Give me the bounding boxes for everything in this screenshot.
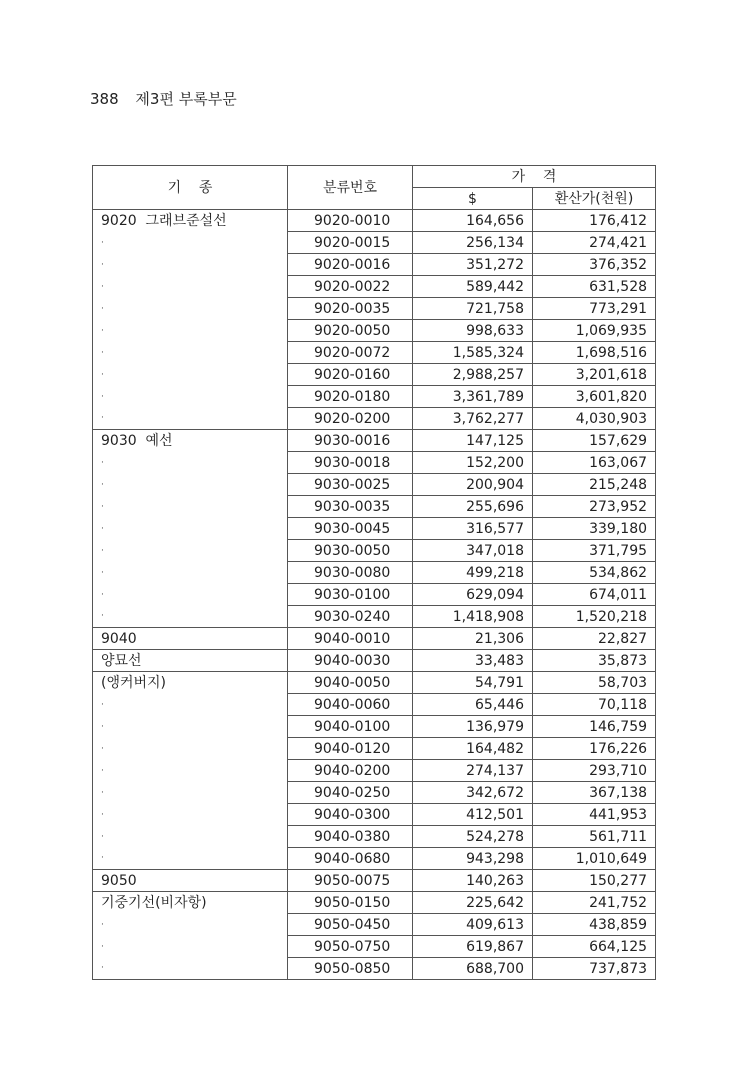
- code-cell: 9040-0120: [288, 738, 413, 760]
- usd-price-cell: 200,904: [413, 474, 533, 496]
- usd-price-cell: 54,791: [413, 672, 533, 694]
- type-cell: ·: [93, 474, 288, 496]
- krw-price-cell: 150,277: [533, 870, 656, 892]
- header-krw: 환산가(천원): [533, 188, 656, 210]
- table-row: [93, 386, 656, 408]
- code-cell: 9020-0180: [288, 386, 413, 408]
- table-row: [93, 694, 656, 716]
- code-cell: 9040-0380: [288, 826, 413, 848]
- code-cell: 9030-0080: [288, 562, 413, 584]
- code-cell: 9040-0200: [288, 760, 413, 782]
- type-cell: ·: [93, 562, 288, 584]
- code-cell: 9040-0030: [288, 650, 413, 672]
- type-cell: 기중기선(비자항): [93, 892, 288, 914]
- krw-price-cell: 4,030,903: [533, 408, 656, 430]
- table-row: [93, 540, 656, 562]
- usd-price-cell: 998,633: [413, 320, 533, 342]
- usd-price-cell: 409,613: [413, 914, 533, 936]
- krw-price-cell: 163,067: [533, 452, 656, 474]
- table-row: [93, 430, 656, 452]
- code-cell: 9050-0850: [288, 958, 413, 980]
- krw-price-cell: 1,520,218: [533, 606, 656, 628]
- krw-price-cell: 3,201,618: [533, 364, 656, 386]
- table-row: [93, 650, 656, 672]
- table-row: [93, 892, 656, 914]
- table-row: [93, 606, 656, 628]
- krw-price-cell: 1,069,935: [533, 320, 656, 342]
- type-cell: ·: [93, 848, 288, 870]
- table-body: [93, 210, 656, 980]
- krw-price-cell: 371,795: [533, 540, 656, 562]
- code-cell: 9050-0750: [288, 936, 413, 958]
- table-row: [93, 474, 656, 496]
- code-cell: 9050-0150: [288, 892, 413, 914]
- usd-price-cell: 2,988,257: [413, 364, 533, 386]
- code-cell: 9030-0025: [288, 474, 413, 496]
- type-cell: ·: [93, 342, 288, 364]
- usd-price-cell: 688,700: [413, 958, 533, 980]
- krw-price-cell: 534,862: [533, 562, 656, 584]
- usd-price-cell: 164,482: [413, 738, 533, 760]
- table-row: [93, 738, 656, 760]
- type-cell: ·: [93, 298, 288, 320]
- krw-price-cell: 773,291: [533, 298, 656, 320]
- header-usd: $: [413, 188, 533, 210]
- usd-price-cell: 274,137: [413, 760, 533, 782]
- krw-price-cell: 438,859: [533, 914, 656, 936]
- krw-price-cell: 674,011: [533, 584, 656, 606]
- krw-price-cell: 441,953: [533, 804, 656, 826]
- usd-price-cell: 629,094: [413, 584, 533, 606]
- type-cell: ·: [93, 496, 288, 518]
- usd-price-cell: 152,200: [413, 452, 533, 474]
- type-cell: 9020 그래브준설선: [93, 210, 288, 232]
- header-type: 기 종: [93, 166, 288, 210]
- usd-price-cell: 21,306: [413, 628, 533, 650]
- table-row: [93, 782, 656, 804]
- code-cell: 9020-0072: [288, 342, 413, 364]
- table-row: [93, 672, 656, 694]
- table-row: [93, 804, 656, 826]
- code-cell: 9030-0100: [288, 584, 413, 606]
- table-row: [93, 408, 656, 430]
- table-row: [93, 496, 656, 518]
- krw-price-cell: 176,226: [533, 738, 656, 760]
- table-row: [93, 914, 656, 936]
- krw-price-cell: 737,873: [533, 958, 656, 980]
- code-cell: 9030-0016: [288, 430, 413, 452]
- type-cell: ·: [93, 804, 288, 826]
- page-header: [90, 88, 237, 109]
- table-row: [93, 452, 656, 474]
- type-cell: 양묘선: [93, 650, 288, 672]
- krw-price-cell: 1,698,516: [533, 342, 656, 364]
- krw-price-cell: 293,710: [533, 760, 656, 782]
- usd-price-cell: 225,642: [413, 892, 533, 914]
- usd-price-cell: 524,278: [413, 826, 533, 848]
- table-row: [93, 958, 656, 980]
- usd-price-cell: 619,867: [413, 936, 533, 958]
- usd-price-cell: 721,758: [413, 298, 533, 320]
- type-cell: ·: [93, 276, 288, 298]
- krw-price-cell: 1,010,649: [533, 848, 656, 870]
- code-cell: 9020-0160: [288, 364, 413, 386]
- type-cell: ·: [93, 452, 288, 474]
- table-row: [93, 518, 656, 540]
- table-row: [93, 826, 656, 848]
- usd-price-cell: 412,501: [413, 804, 533, 826]
- type-cell: ·: [93, 782, 288, 804]
- type-cell: ·: [93, 254, 288, 276]
- krw-price-cell: 3,601,820: [533, 386, 656, 408]
- header-code: 분류번호: [288, 166, 413, 210]
- table-row: [93, 210, 656, 232]
- header-price: 가 격: [413, 166, 656, 188]
- krw-price-cell: 376,352: [533, 254, 656, 276]
- code-cell: 9040-0680: [288, 848, 413, 870]
- usd-price-cell: 140,263: [413, 870, 533, 892]
- code-cell: 9020-0200: [288, 408, 413, 430]
- krw-price-cell: 664,125: [533, 936, 656, 958]
- table-row: [93, 342, 656, 364]
- chapter-label: 부록부문: [178, 90, 237, 108]
- usd-price-cell: 256,134: [413, 232, 533, 254]
- type-cell: 9040: [93, 628, 288, 650]
- type-cell: ·: [93, 540, 288, 562]
- type-cell: ·: [93, 694, 288, 716]
- table-row: [93, 320, 656, 342]
- table-row: [93, 254, 656, 276]
- code-cell: 9040-0050: [288, 672, 413, 694]
- type-cell: ·: [93, 826, 288, 848]
- type-cell: ·: [93, 232, 288, 254]
- usd-price-cell: 136,979: [413, 716, 533, 738]
- usd-price-cell: 65,446: [413, 694, 533, 716]
- code-cell: 9020-0035: [288, 298, 413, 320]
- usd-price-cell: 33,483: [413, 650, 533, 672]
- usd-price-cell: 3,361,789: [413, 386, 533, 408]
- page-number: 388: [90, 90, 119, 108]
- krw-price-cell: 58,703: [533, 672, 656, 694]
- type-cell: 9030 예선: [93, 430, 288, 452]
- usd-price-cell: 347,018: [413, 540, 533, 562]
- code-cell: 9020-0022: [288, 276, 413, 298]
- code-cell: 9030-0018: [288, 452, 413, 474]
- type-cell: 9050: [93, 870, 288, 892]
- code-cell: 9030-0240: [288, 606, 413, 628]
- krw-price-cell: 215,248: [533, 474, 656, 496]
- krw-price-cell: 561,711: [533, 826, 656, 848]
- type-cell: (앵커버지): [93, 672, 288, 694]
- table-row: [93, 848, 656, 870]
- code-cell: 9020-0010: [288, 210, 413, 232]
- table-row: [93, 870, 656, 892]
- type-cell: ·: [93, 760, 288, 782]
- code-cell: 9040-0100: [288, 716, 413, 738]
- usd-price-cell: 351,272: [413, 254, 533, 276]
- krw-price-cell: 367,138: [533, 782, 656, 804]
- price-table: [92, 165, 656, 980]
- code-cell: 9020-0015: [288, 232, 413, 254]
- table-row: [93, 276, 656, 298]
- code-cell: 9030-0035: [288, 496, 413, 518]
- code-cell: 9040-0060: [288, 694, 413, 716]
- type-cell: ·: [93, 606, 288, 628]
- type-cell: ·: [93, 320, 288, 342]
- type-cell: ·: [93, 408, 288, 430]
- krw-price-cell: 339,180: [533, 518, 656, 540]
- krw-price-cell: 176,412: [533, 210, 656, 232]
- table-row: [93, 298, 656, 320]
- type-cell: ·: [93, 716, 288, 738]
- krw-price-cell: 146,759: [533, 716, 656, 738]
- krw-price-cell: 157,629: [533, 430, 656, 452]
- code-cell: 9040-0300: [288, 804, 413, 826]
- type-cell: ·: [93, 914, 288, 936]
- usd-price-cell: 316,577: [413, 518, 533, 540]
- code-cell: 9050-0450: [288, 914, 413, 936]
- code-cell: 9050-0075: [288, 870, 413, 892]
- table-row: [93, 232, 656, 254]
- usd-price-cell: 1,585,324: [413, 342, 533, 364]
- type-cell: ·: [93, 936, 288, 958]
- krw-price-cell: 70,118: [533, 694, 656, 716]
- table-row: [93, 760, 656, 782]
- section-label: 제3편: [135, 90, 174, 108]
- type-cell: ·: [93, 518, 288, 540]
- type-cell: ·: [93, 738, 288, 760]
- usd-price-cell: 342,672: [413, 782, 533, 804]
- usd-price-cell: 1,418,908: [413, 606, 533, 628]
- table-row: [93, 562, 656, 584]
- code-cell: 9030-0045: [288, 518, 413, 540]
- code-cell: 9020-0016: [288, 254, 413, 276]
- krw-price-cell: 273,952: [533, 496, 656, 518]
- krw-price-cell: 35,873: [533, 650, 656, 672]
- table-row: [93, 584, 656, 606]
- code-cell: 9040-0250: [288, 782, 413, 804]
- usd-price-cell: 255,696: [413, 496, 533, 518]
- usd-price-cell: 943,298: [413, 848, 533, 870]
- type-cell: ·: [93, 958, 288, 980]
- krw-price-cell: 631,528: [533, 276, 656, 298]
- usd-price-cell: 3,762,277: [413, 408, 533, 430]
- table-row: [93, 364, 656, 386]
- code-cell: 9030-0050: [288, 540, 413, 562]
- type-cell: ·: [93, 584, 288, 606]
- type-cell: ·: [93, 364, 288, 386]
- code-cell: 9020-0050: [288, 320, 413, 342]
- usd-price-cell: 589,442: [413, 276, 533, 298]
- table-header: [93, 166, 656, 210]
- type-cell: ·: [93, 386, 288, 408]
- table-row: [93, 936, 656, 958]
- usd-price-cell: 164,656: [413, 210, 533, 232]
- krw-price-cell: 22,827: [533, 628, 656, 650]
- krw-price-cell: 274,421: [533, 232, 656, 254]
- krw-price-cell: 241,752: [533, 892, 656, 914]
- usd-price-cell: 499,218: [413, 562, 533, 584]
- table-row: [93, 628, 656, 650]
- usd-price-cell: 147,125: [413, 430, 533, 452]
- code-cell: 9040-0010: [288, 628, 413, 650]
- table-row: [93, 716, 656, 738]
